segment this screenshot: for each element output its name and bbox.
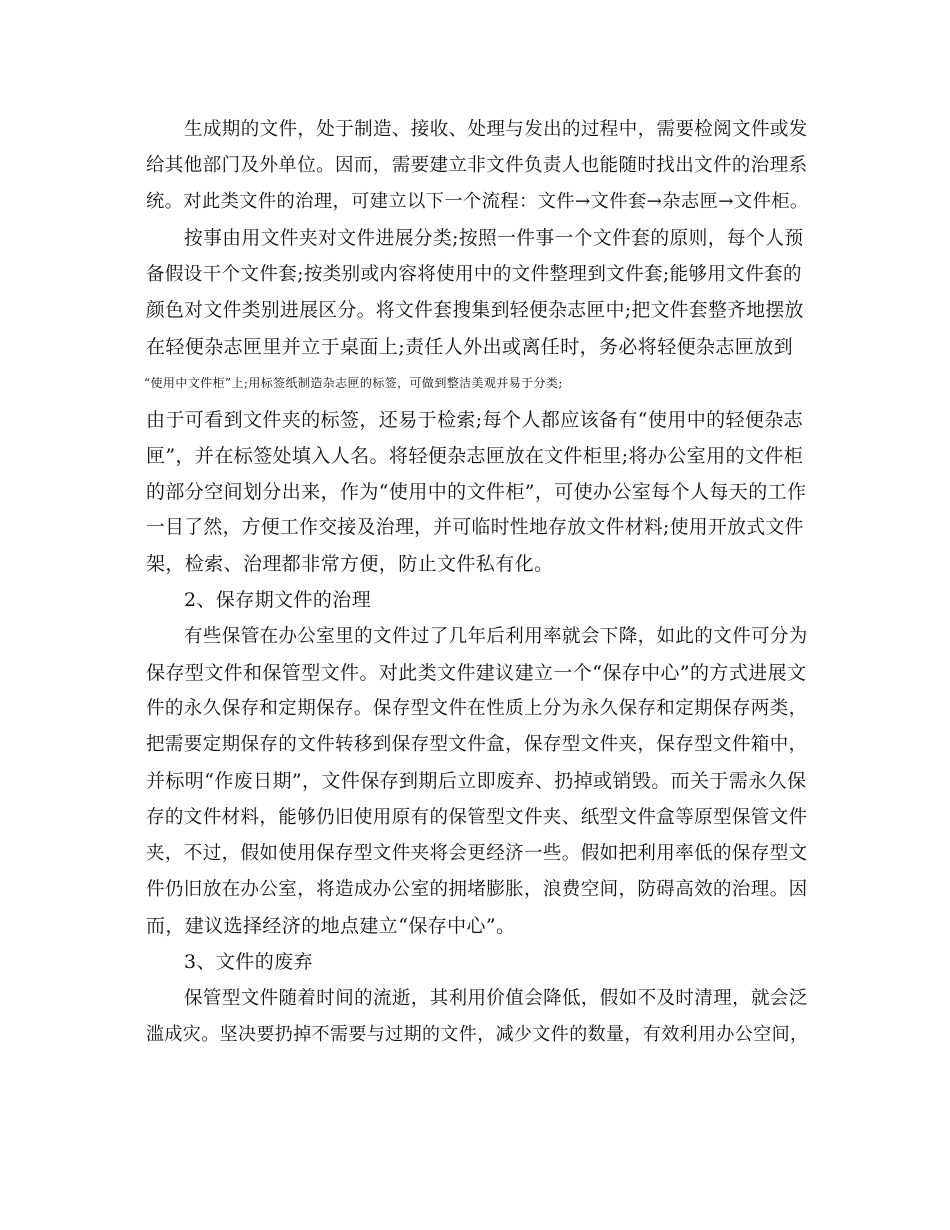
text-line-18: 把需要定期保存的文件转移到保存型文件盒，保存型文件夹，保存型文件箱中， (146, 734, 808, 756)
text-line-16: 保存型文件和保管型文件。对此类文件建议建立一个“保存中心”的方式进展文 (146, 661, 807, 684)
text-line-9: 由于可看到文件夹的标签，还易于检索;每个人都应该备有“使用中的轻便杂志 (146, 408, 804, 431)
text-line-4: 按事由用文件夹对文件进展分类;按照一件事一个文件套的原则，每个人预 (184, 227, 804, 249)
text-line-6: 颜色对文件类别进展区分。将文件套搜集到轻便杂志匣中;把文件套整齐地摆放 (146, 299, 804, 321)
document-body (146, 112, 810, 1053)
text-line-15: 有些保管在办公室里的文件过了几年后利用率就会下降，如此的文件可分为 (184, 625, 808, 647)
text-line-23: 而，建议选择经济的地点建立“保存中心”。 (146, 915, 516, 938)
text-line-17: 件的永久保存和定期保存。保存型文件在性质上分为永久保存和定期保存两类， (146, 698, 808, 719)
text-line-1: 生成期的文件，处于制造、接收、处理与发出的过程中，需要检阅文件或发 (184, 119, 808, 140)
text-line-25: 保管型文件随着时间的流逝，其利用价值会降低，假如不及时清理，就会泛 (184, 987, 808, 1009)
text-line-11: 的部分空间划分出来，作为“使用中的文件柜”，可使办公室每个人每天的工作 (146, 480, 807, 503)
text-line-12: 一目了然，方便工作交接及治理，并可临时性地存放文件材料;使用开放式文件 (146, 517, 804, 539)
section-heading-2: 2、保存期文件的治理 (184, 589, 372, 612)
text-line-19: 并标明“作废日期”，文件保存到期后立即废弃、扔掉或销毁。而关于需永久保 (146, 770, 807, 793)
text-line-13: 架，检索、治理都非常方便，防止文件私有化。 (146, 553, 554, 576)
text-line-7: 在轻便杂志匣里并立于桌面上;责任人外出或离任时，务必将轻便杂志匣放到 (146, 336, 794, 359)
section-heading-3: 3、文件的废弃 (184, 951, 313, 974)
text-line-3: 统。对此类文件的治理，可建立以下一个流程：文件→文件套→杂志匣→文件柜。 (146, 191, 809, 213)
text-line-2: 给其他部门及外单位。因而，需要建立非文件负责人也能随时找出文件的治理系 (146, 155, 808, 177)
text-line-22: 件仍旧放在办公室，将造成办公室的拥堵膨胀，浪费空间，防碍高效的治理。因 (146, 878, 808, 900)
text-line-26: 滥成灾。坚决要扔掉不需要与过期的文件，减少文件的数量，有效利用办公空间， (146, 1023, 809, 1045)
text-line-8: “使用中文件柜”上;用标签纸制造杂志匣的标签，可做到整洁美观并易于分类; (144, 376, 563, 391)
text-line-21: 夹，不过，假如使用保存型文件夹将会更经济一些。假如把利用率低的保存型文 (146, 842, 808, 864)
text-line-5: 备假设干个文件套;按类别或内容将使用中的文件整理到文件套;能够用文件套的 (146, 263, 802, 285)
text-line-20: 存的文件材料，能够仍旧使用原有的保管型文件夹、纸型文件盒等原型保管文件 (146, 806, 808, 828)
text-line-10: 匣”，并在标签处填入人名。将轻便杂志匣放在文件柜里;将办公室用的文件柜 (146, 444, 804, 467)
